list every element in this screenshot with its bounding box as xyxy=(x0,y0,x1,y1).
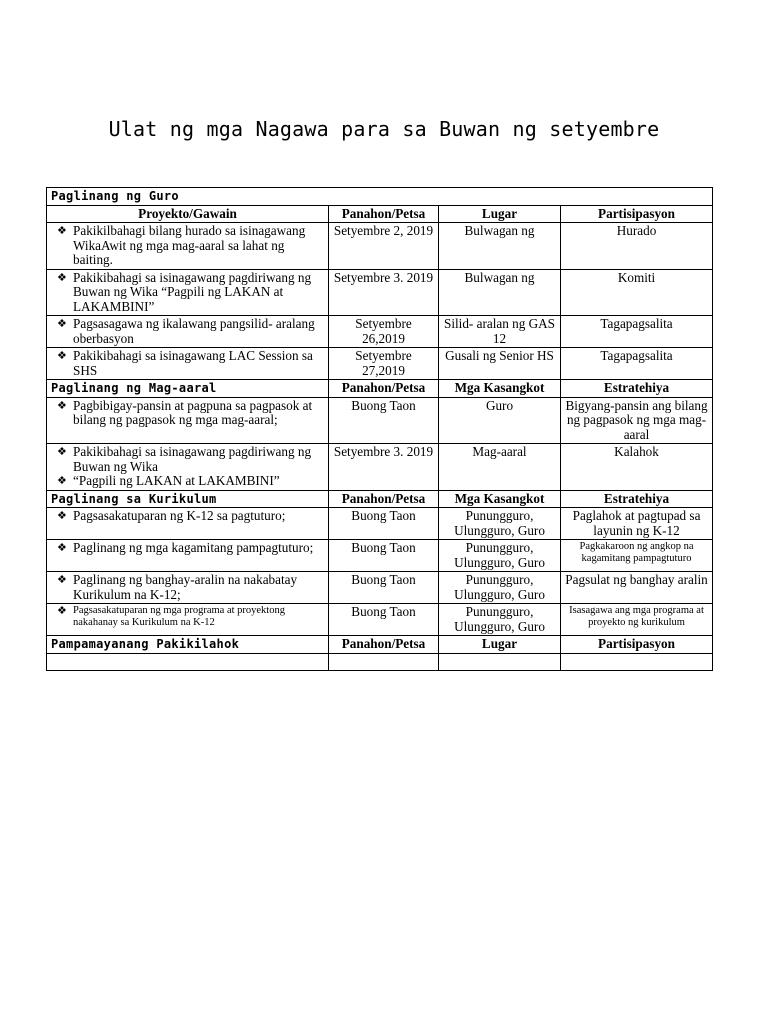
column-header: Mga Kasangkot xyxy=(439,380,561,398)
column-header: Panahon/Petsa xyxy=(329,380,439,398)
table-row xyxy=(47,223,713,270)
activity-cell xyxy=(47,444,329,491)
strategy-cell: Pagkakaroon ng angkop na kagamitang pampagtuturo xyxy=(561,540,713,572)
table-row xyxy=(47,444,713,491)
activity-cell xyxy=(47,348,329,380)
column-header: Partisipasyon xyxy=(561,636,713,654)
role-cell: Tagapagsalita xyxy=(561,348,713,380)
column-header: Mga Kasangkot xyxy=(439,490,561,508)
table-row xyxy=(47,508,713,540)
strategy-cell: Pagsulat ng banghay aralin xyxy=(561,572,713,604)
empty-row xyxy=(47,653,713,670)
date-cell: Buong Taon xyxy=(329,397,439,444)
column-header: Estratehiya xyxy=(561,380,713,398)
section-header-row xyxy=(47,380,713,398)
strategy-cell: Paglahok at pagtupad sa layunin ng K-12 xyxy=(561,508,713,540)
bullet-item: ❖ Paglinang ng banghay-aralin na nakabatay Kurikulum na K-12; xyxy=(51,573,324,602)
section-header-row xyxy=(47,490,713,508)
role-cell: Hurado xyxy=(561,223,713,270)
report-table xyxy=(46,187,713,671)
table-row xyxy=(47,572,713,604)
involved-cell: Guro xyxy=(439,397,561,444)
activity-cell xyxy=(47,572,329,604)
section-heading: Paglinang ng Mag-aaral xyxy=(47,380,329,398)
bullet-item: ❖ Pagsasakatuparan ng mga programa at proyektong nakahanay sa Kurikulum na K-12 xyxy=(51,605,324,629)
date-cell: Setyembre 27,2019 xyxy=(329,348,439,380)
date-cell: Setyembre 3. 2019 xyxy=(329,444,439,491)
date-cell: Buong Taon xyxy=(329,604,439,636)
strategy-cell: Bigyang-pansin ang bilang ng pagpasok ng mga mag-aaral xyxy=(561,397,713,444)
section-heading: Pampamayanang Pakikilahok xyxy=(47,636,329,654)
page-title: Ulat ng mga Nagawa para sa Buwan ng setyembre xyxy=(108,117,660,141)
column-header-row xyxy=(47,205,713,223)
column-header: Panahon/Petsa xyxy=(329,205,439,223)
date-cell: Setyembre 26,2019 xyxy=(329,316,439,348)
empty-cell xyxy=(439,653,561,670)
activity-cell xyxy=(47,316,329,348)
section-header-row xyxy=(47,636,713,654)
section-heading: Paglinang ng Guro xyxy=(47,188,713,206)
table-row xyxy=(47,540,713,572)
activity-cell xyxy=(47,540,329,572)
bullet-item: ❖ Pagbibigay-pansin at pagpuna sa pagpasok at bilang ng pagpasok ng mga mag-aaral; xyxy=(51,399,324,428)
date-cell: Buong Taon xyxy=(329,572,439,604)
empty-cell xyxy=(561,653,713,670)
date-cell: Buong Taon xyxy=(329,508,439,540)
bullet-item: ❖ Pagsasagawa ng ikalawang pangsilid- aralang oberbasyon xyxy=(51,317,324,346)
involved-cell: Punungguro, Ulungguro, Guro xyxy=(439,572,561,604)
activity-cell xyxy=(47,397,329,444)
section-heading: Paglinang sa Kurikulum xyxy=(47,490,329,508)
activity-cell xyxy=(47,269,329,316)
activity-cell xyxy=(47,223,329,270)
date-cell: Buong Taon xyxy=(329,540,439,572)
activity-cell xyxy=(47,604,329,636)
date-cell: Setyembre 3. 2019 xyxy=(329,269,439,316)
table-row xyxy=(47,604,713,636)
place-cell: Gusali ng Senior HS xyxy=(439,348,561,380)
bullet-item: ❖ “Pagpili ng LAKAN at LAKAMBINI” xyxy=(51,474,324,489)
empty-cell xyxy=(329,653,439,670)
column-header: Proyekto/Gawain xyxy=(47,205,329,223)
activity-cell xyxy=(47,508,329,540)
bullet-item: ❖ Pagsasakatuparan ng K-12 sa pagtuturo; xyxy=(51,509,324,524)
table-row xyxy=(47,269,713,316)
bullet-item: ❖ Pakikilbahagi bilang hurado sa isinagawang WikaAwit ng mga mag-aaral sa lahat ng baiting. xyxy=(51,224,324,268)
place-cell: Silid- aralan ng GAS 12 xyxy=(439,316,561,348)
section-header-row xyxy=(47,188,713,206)
involved-cell: Mag-aaral xyxy=(439,444,561,491)
column-header: Estratehiya xyxy=(561,490,713,508)
column-header: Lugar xyxy=(439,636,561,654)
place-cell: Bulwagan ng xyxy=(439,223,561,270)
column-header: Panahon/Petsa xyxy=(329,490,439,508)
column-header: Lugar xyxy=(439,205,561,223)
role-cell: Tagapagsalita xyxy=(561,316,713,348)
table-row xyxy=(47,316,713,348)
column-header: Panahon/Petsa xyxy=(329,636,439,654)
date-cell: Setyembre 2, 2019 xyxy=(329,223,439,270)
involved-cell: Punungguro, Ulungguro, Guro xyxy=(439,540,561,572)
table-row xyxy=(47,348,713,380)
table-row xyxy=(47,397,713,444)
involved-cell: Punungguro, Ulungguro, Guro xyxy=(439,508,561,540)
column-header: Partisipasyon xyxy=(561,205,713,223)
bullet-item: ❖ Pakikibahagi sa isinagawang pagdiriwang ng Buwan ng Wika “Pagpili ng LAKAN at LAKAMBINI” xyxy=(51,271,324,315)
place-cell: Bulwagan ng xyxy=(439,269,561,316)
bullet-item: ❖ Paglinang ng mga kagamitang pampagtuturo; xyxy=(51,541,324,556)
strategy-cell: Kalahok xyxy=(561,444,713,491)
role-cell: Komiti xyxy=(561,269,713,316)
involved-cell: Punungguro, Ulungguro, Guro xyxy=(439,604,561,636)
bullet-item: ❖ Pakikibahagi sa isinagawang pagdiriwang ng Buwan ng Wika xyxy=(51,445,324,474)
bullet-item: ❖ Pakikibahagi sa isinagawang LAC Session sa SHS xyxy=(51,349,324,378)
strategy-cell: Isasagawa ang mga programa at proyekto ng kurikulum xyxy=(561,604,713,636)
empty-cell xyxy=(47,653,329,670)
